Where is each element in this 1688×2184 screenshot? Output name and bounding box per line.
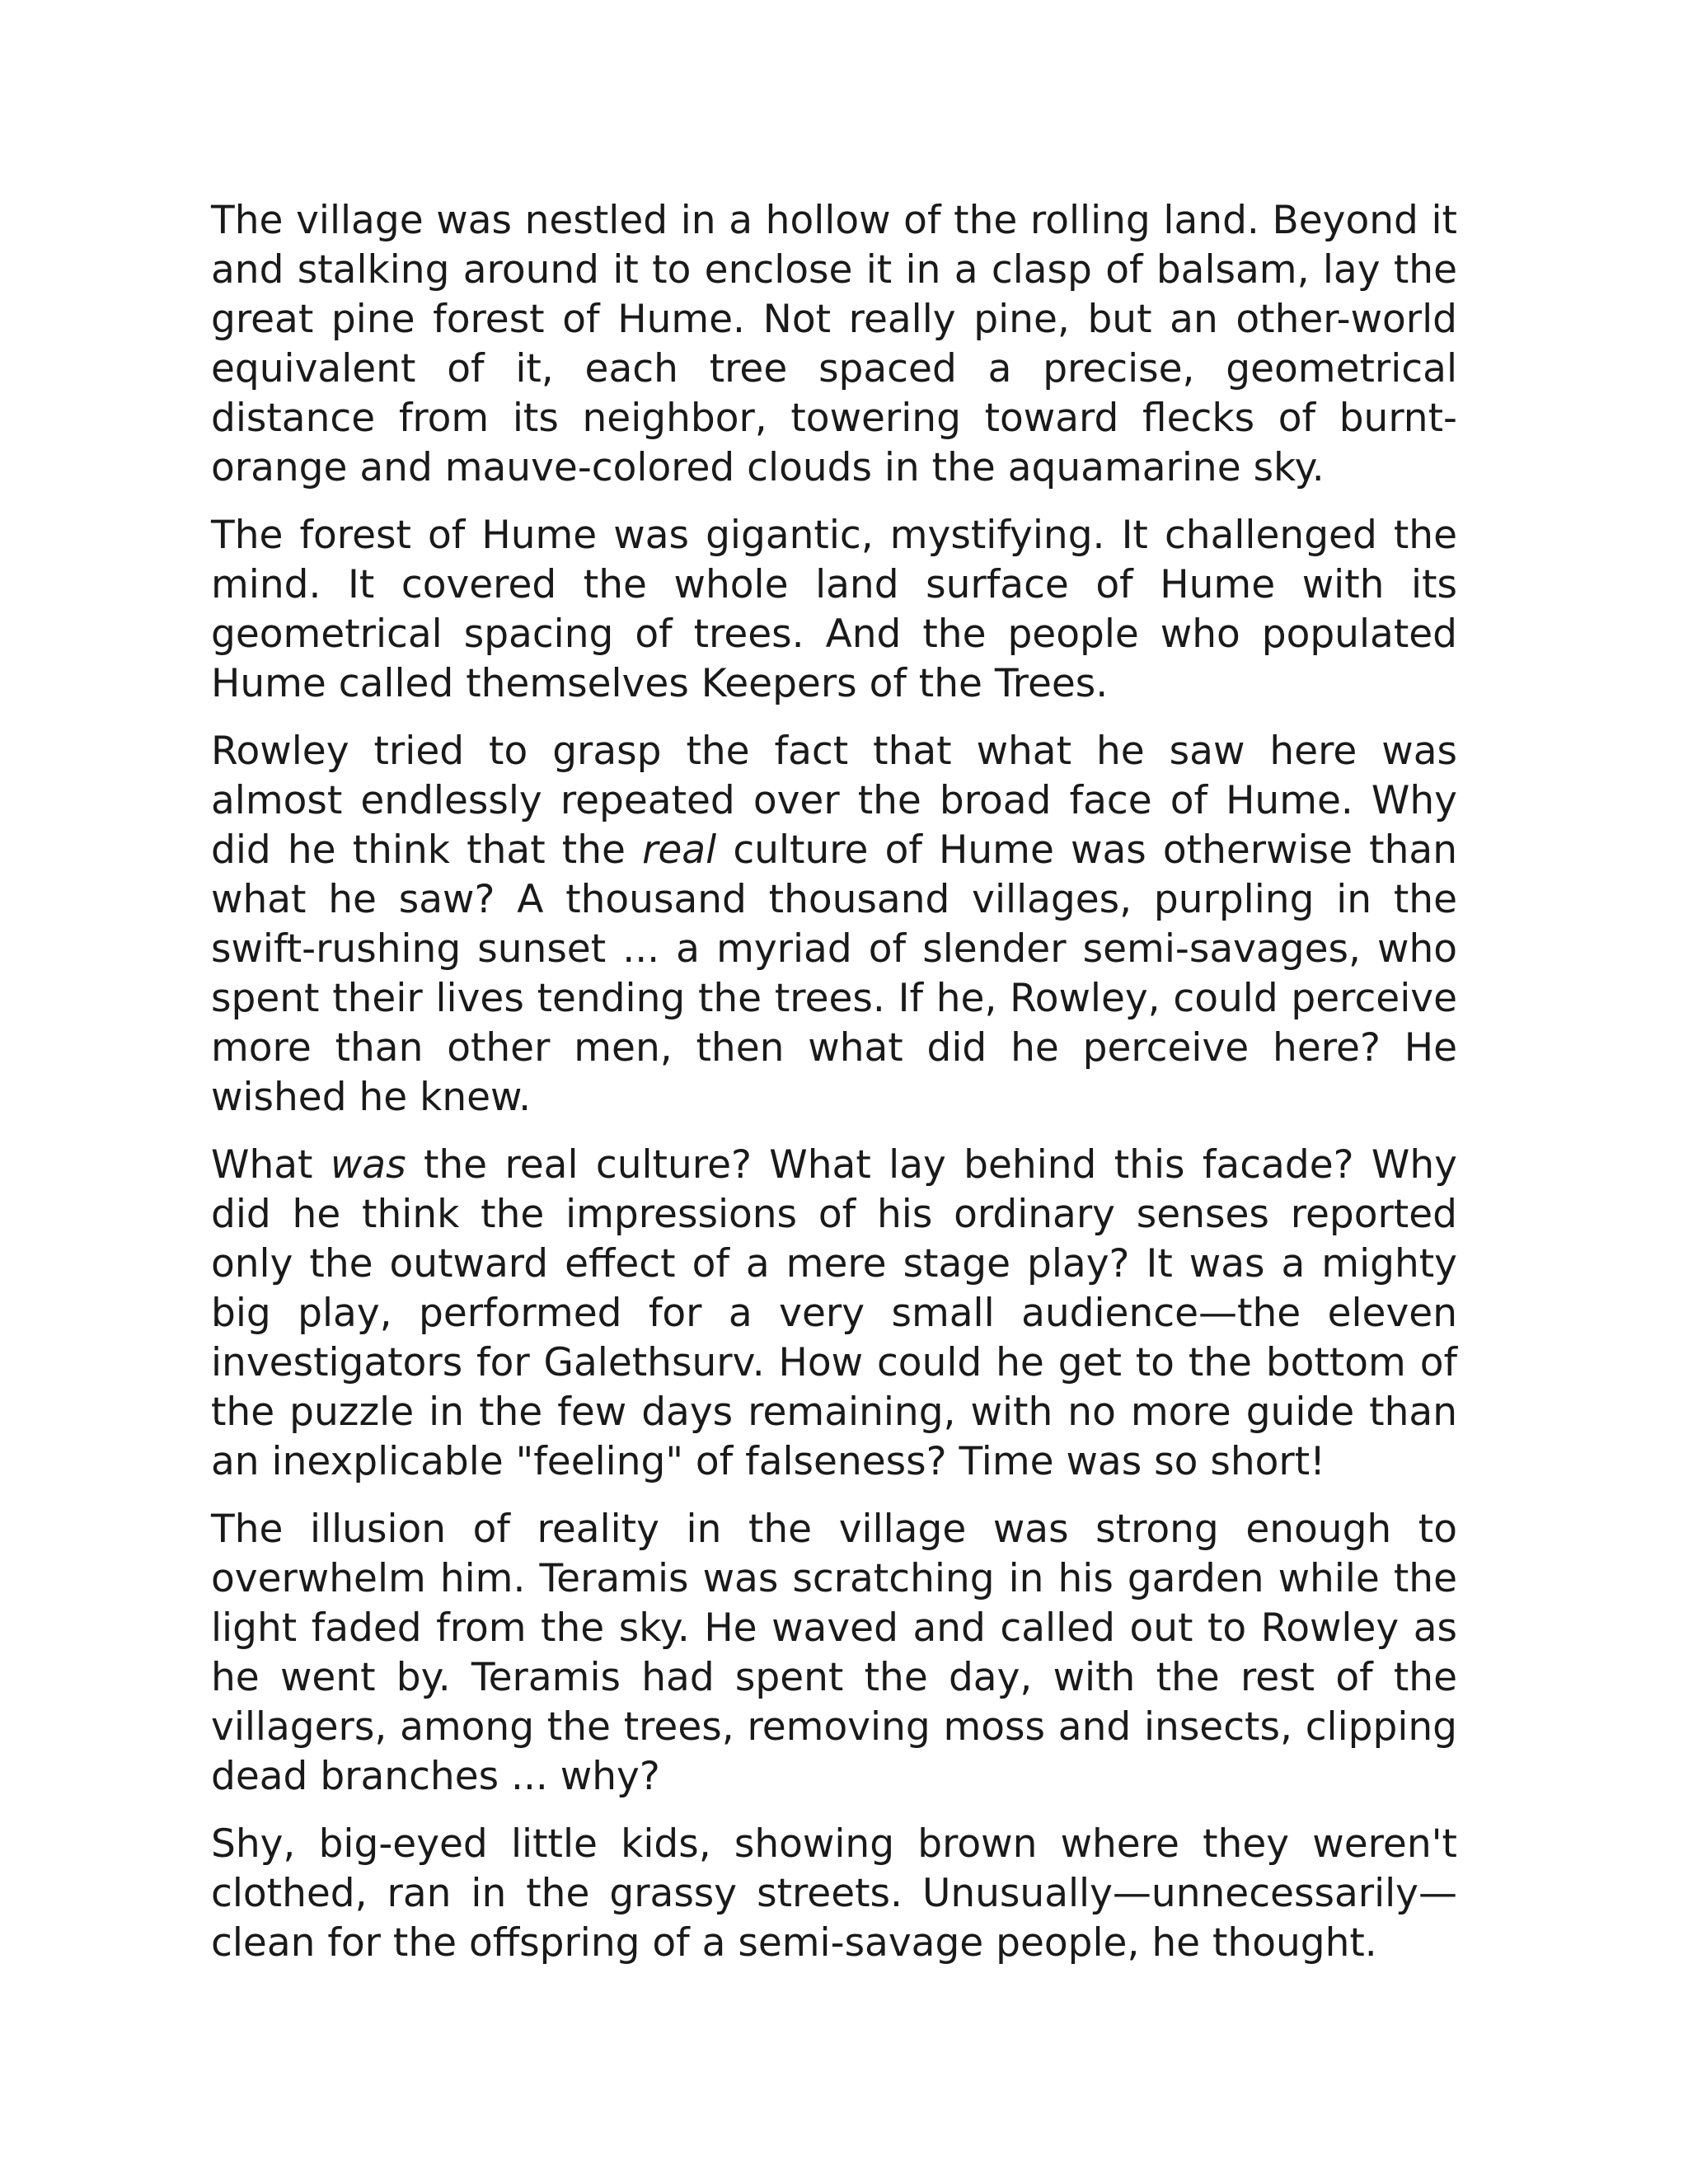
paragraph-5 <box>211 1505 1457 1802</box>
paragraph-4 <box>211 1141 1457 1487</box>
paragraph-2 <box>211 511 1457 709</box>
paragraph-text: What <box>211 1142 331 1188</box>
paragraph-text: culture of Hume was otherwise than what he saw? A thousand thousand villages, purpling in the swift-rushing sunset ... a myriad of slender semi-savages, who spent their lives tending the trees. If he, Rowley, could perceive more than other men, then what did he perceive here? He wished he knew. <box>211 827 1457 1120</box>
paragraph-text: Shy, big-eyed little kids, showing brown where they weren't clothed, ran in the grassy streets. Unusually—unnecessarily—clean for the offspring of a semi-savage people, he thought. <box>211 1821 1457 1966</box>
paragraph-1 <box>211 196 1457 493</box>
book-page <box>211 196 1457 1986</box>
paragraph-text: The village was nestled in a hollow of the rolling land. Beyond it and stalking around it to enclose it in a clasp of balsam, lay the great pine forest of Hume. Not really pine, but an other-world equivalent of it, each tree spaced a precise, geometrical distance from its neighbor, towering toward flecks of burnt-orange and mauve-colored clouds in the aquamarine sky. <box>211 198 1457 490</box>
paragraph-text: The forest of Hume was gigantic, mystifying. It challenged the mind. It covered the whole land surface of Hume with its geometrical spacing of trees. And the people who populated Hume called themselves Keepers of the Trees. <box>211 513 1457 706</box>
paragraph-text: Rowley tried to grasp the fact that what he saw here was almost endlessly repeated over the broad face of Hume. Why did he think that the <box>211 729 1457 873</box>
paragraph-text: the real culture? What lay behind this facade? Why did he think the impressions of his ordinary senses reported only the outward effect of a mere stage play? It was a mighty big play, performed for a very small audience—the eleven investigators for Galethsurv. How could he get to the bottom of the puzzle in the few days remaining, with no more guide than an inexplicable "feeling" of falseness? Time was so short! <box>211 1142 1457 1484</box>
paragraph-6 <box>211 1820 1457 1968</box>
paragraph-3 <box>211 727 1457 1122</box>
italic-emphasis: real <box>642 827 717 873</box>
paragraph-text: The illusion of reality in the village was strong enough to overwhelm him. Teramis was scratching in his garden while the light faded from the sky. He waved and called out to Rowley as he went by. Teramis had spent the day, with the rest of the villagers, among the trees, removing moss and insects, clipping dead branches ... why? <box>211 1507 1457 1799</box>
italic-emphasis: was <box>330 1142 406 1188</box>
